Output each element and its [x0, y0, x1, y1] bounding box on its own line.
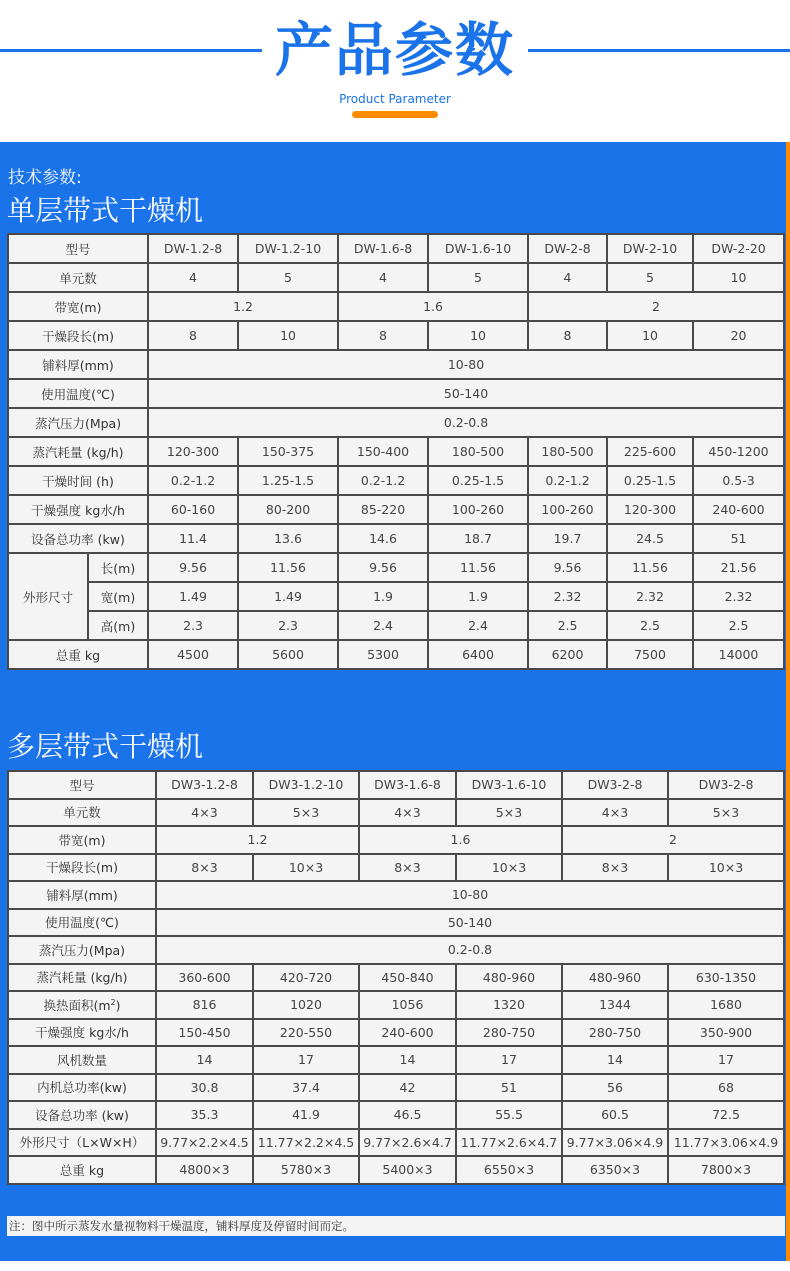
- table-cell: 14: [562, 1046, 668, 1074]
- row-label: 使用温度(℃): [8, 909, 156, 937]
- table-row: [8, 1019, 784, 1047]
- row-label: 风机数量: [8, 1046, 156, 1074]
- table-cell: 10: [693, 263, 784, 292]
- row-label: 总重 kg: [8, 640, 148, 669]
- model-cell: DW3-1.2-8: [156, 771, 253, 799]
- table-cell: 2.3: [148, 611, 238, 640]
- header-accent-bar: [352, 111, 438, 118]
- table-row: [8, 964, 784, 992]
- table-cell: 0.25-1.5: [428, 466, 528, 495]
- table-cell: 0.2-1.2: [148, 466, 238, 495]
- table-cell: 24.5: [607, 524, 693, 553]
- table-cell: 120-300: [607, 495, 693, 524]
- row-label: 铺料厚(mm): [8, 881, 156, 909]
- row-label: 内机总功率(kw): [8, 1074, 156, 1102]
- table-cell: 6550×3: [456, 1156, 562, 1184]
- table-cell: 68: [668, 1074, 784, 1102]
- table-row: [8, 771, 784, 799]
- table-cell: 180-500: [428, 437, 528, 466]
- table-cell: 10: [607, 321, 693, 350]
- table-cell: 8: [528, 321, 607, 350]
- table-cell: 1.49: [148, 582, 238, 611]
- row-label: 单元数: [8, 799, 156, 827]
- table-cell: 5: [607, 263, 693, 292]
- tech-params-label: 技术参数:: [8, 168, 82, 188]
- table-cell: 630-1350: [668, 964, 784, 992]
- area-label: 换热面积(m: [43, 997, 111, 1013]
- table-cell: 14: [359, 1046, 456, 1074]
- table-cell: 450-1200: [693, 437, 784, 466]
- table-cell: 0.2-0.8: [148, 408, 784, 437]
- table-row: [8, 1046, 784, 1074]
- table-row: [8, 466, 784, 495]
- table-cell: 21.56: [693, 553, 784, 582]
- sub-row-label: 宽(m): [88, 582, 148, 611]
- table-cell: 37.4: [253, 1074, 359, 1102]
- table-cell: 14000: [693, 640, 784, 669]
- table-cell: 240-600: [359, 1019, 456, 1047]
- table-row: [8, 640, 784, 669]
- table-cell: 2: [562, 826, 784, 854]
- table-cell: 180-500: [528, 437, 607, 466]
- table-cell: 9.77×2.6×4.7: [359, 1129, 456, 1157]
- table-cell: 360-600: [156, 964, 253, 992]
- table-cell: 480-960: [456, 964, 562, 992]
- table-cell: 13.6: [238, 524, 338, 553]
- table-cell: 2.5: [528, 611, 607, 640]
- row-label: 蒸汽耗量 (kg/h): [8, 437, 148, 466]
- table-cell: 280-750: [456, 1019, 562, 1047]
- table-cell: 1344: [562, 991, 668, 1019]
- table-cell: 2.32: [528, 582, 607, 611]
- table-cell: 20: [693, 321, 784, 350]
- table-cell: 42: [359, 1074, 456, 1102]
- row-label: 使用温度(℃): [8, 379, 148, 408]
- table-cell: 2.4: [428, 611, 528, 640]
- table-cell: 14.6: [338, 524, 428, 553]
- table-cell: 5300: [338, 640, 428, 669]
- table-cell: 2.4: [338, 611, 428, 640]
- model-cell: DW3-2-8: [562, 771, 668, 799]
- table-cell: 280-750: [562, 1019, 668, 1047]
- table-row: [8, 321, 784, 350]
- table-row: [8, 350, 784, 379]
- table-cell: 55.5: [456, 1101, 562, 1129]
- table-row: [8, 495, 784, 524]
- model-cell: DW-1.6-8: [338, 234, 428, 263]
- table-cell: 1.2: [148, 292, 338, 321]
- table-cell: 4×3: [156, 799, 253, 827]
- table-cell: 5×3: [456, 799, 562, 827]
- page-header: [0, 0, 790, 140]
- table-cell: 9.77×2.2×4.5: [156, 1129, 253, 1157]
- row-label: 干燥段长(m): [8, 854, 156, 882]
- model-cell: DW3-1.6-10: [456, 771, 562, 799]
- table-cell: 11.56: [607, 553, 693, 582]
- table-row: [8, 582, 784, 611]
- table-cell: 150-450: [156, 1019, 253, 1047]
- table-cell: 9.56: [528, 553, 607, 582]
- row-label: 干燥时间 (h): [8, 466, 148, 495]
- table-cell: 150-375: [238, 437, 338, 466]
- table-cell: 14: [156, 1046, 253, 1074]
- single-layer-spec-table: [7, 233, 785, 670]
- table-row: [8, 234, 784, 263]
- table-row: [8, 379, 784, 408]
- table-row: [8, 263, 784, 292]
- table-cell: 46.5: [359, 1101, 456, 1129]
- table-cell: 1.6: [359, 826, 562, 854]
- footnote: 注：图中所示蒸发水量视物料干燥温度，铺料厚度及停留时间而定。: [7, 1216, 785, 1236]
- table-cell: 225-600: [607, 437, 693, 466]
- model-cell: DW-1.2-10: [238, 234, 338, 263]
- table-cell: 0.25-1.5: [607, 466, 693, 495]
- table-cell: 72.5: [668, 1101, 784, 1129]
- table-cell: 1020: [253, 991, 359, 1019]
- table-cell: 420-720: [253, 964, 359, 992]
- table-cell: 1.49: [238, 582, 338, 611]
- row-label: [8, 991, 156, 1019]
- table-row: [8, 611, 784, 640]
- table-cell: 100-260: [528, 495, 607, 524]
- table-cell: 1.9: [338, 582, 428, 611]
- table-cell: 11.77×3.06×4.9: [668, 1129, 784, 1157]
- model-cell: DW-2-8: [528, 234, 607, 263]
- table-cell: 51: [456, 1074, 562, 1102]
- row-label: 带宽(m): [8, 292, 148, 321]
- table-cell: 8: [338, 321, 428, 350]
- area-superscript: 2: [110, 997, 116, 1007]
- table-cell: 2.5: [693, 611, 784, 640]
- table-row: [8, 854, 784, 882]
- table-cell: 5600: [238, 640, 338, 669]
- table-cell: 35.3: [156, 1101, 253, 1129]
- row-label: 型号: [8, 234, 148, 263]
- sub-row-label: 长(m): [88, 553, 148, 582]
- table-cell: 10×3: [456, 854, 562, 882]
- table-row: [8, 1156, 784, 1184]
- header-divider-right: [528, 49, 790, 52]
- table-cell: 6400: [428, 640, 528, 669]
- table-row: [8, 991, 784, 1019]
- table-cell: 11.56: [428, 553, 528, 582]
- table-cell: 80-200: [238, 495, 338, 524]
- table-cell: 60-160: [148, 495, 238, 524]
- table-row: [8, 881, 784, 909]
- table-cell: 11.77×2.6×4.7: [456, 1129, 562, 1157]
- table-cell: 8×3: [562, 854, 668, 882]
- model-cell: DW-1.6-10: [428, 234, 528, 263]
- table-cell: 0.5-3: [693, 466, 784, 495]
- row-label: 单元数: [8, 263, 148, 292]
- table-cell: 8×3: [359, 854, 456, 882]
- table-cell: 9.77×3.06×4.9: [562, 1129, 668, 1157]
- model-cell: DW3-1.6-8: [359, 771, 456, 799]
- multi-layer-spec-table: [7, 770, 785, 1185]
- table-row: [8, 936, 784, 964]
- table-cell: 4×3: [562, 799, 668, 827]
- table-cell: 30.8: [156, 1074, 253, 1102]
- area-label-close: ): [115, 997, 121, 1013]
- row-label: 蒸汽压力(Mpa): [8, 408, 148, 437]
- table-cell: 56: [562, 1074, 668, 1102]
- table-row: [8, 437, 784, 466]
- table-cell: 10×3: [253, 854, 359, 882]
- table-cell: 2.3: [238, 611, 338, 640]
- table-cell: 17: [668, 1046, 784, 1074]
- model-cell: DW-2-20: [693, 234, 784, 263]
- table-cell: 2: [528, 292, 784, 321]
- table-cell: 11.4: [148, 524, 238, 553]
- table-cell: 0.2-1.2: [338, 466, 428, 495]
- table-cell: 5×3: [668, 799, 784, 827]
- table-cell: 6200: [528, 640, 607, 669]
- table-cell: 6350×3: [562, 1156, 668, 1184]
- header-divider-left: [0, 49, 262, 52]
- table-row: [8, 826, 784, 854]
- table-cell: 2.5: [607, 611, 693, 640]
- table-cell: 41.9: [253, 1101, 359, 1129]
- row-label: 设备总功率 (kw): [8, 524, 148, 553]
- row-label: 蒸汽压力(Mpa): [8, 936, 156, 964]
- table-cell: 4: [338, 263, 428, 292]
- table-cell: 7800×3: [668, 1156, 784, 1184]
- model-cell: DW3-1.2-10: [253, 771, 359, 799]
- table-cell: 1680: [668, 991, 784, 1019]
- table-cell: 5780×3: [253, 1156, 359, 1184]
- table-cell: 18.7: [428, 524, 528, 553]
- row-label: 铺料厚(mm): [8, 350, 148, 379]
- sub-row-label: 高(m): [88, 611, 148, 640]
- table-cell: 85-220: [338, 495, 428, 524]
- row-label: 干燥强度 kg水/h: [8, 1019, 156, 1047]
- row-label: 蒸汽耗量 (kg/h): [8, 964, 156, 992]
- table-cell: 816: [156, 991, 253, 1019]
- table-cell: 10-80: [148, 350, 784, 379]
- row-label: 总重 kg: [8, 1156, 156, 1184]
- page-subtitle: Product Parameter: [339, 92, 451, 106]
- table-cell: 4800×3: [156, 1156, 253, 1184]
- page-title: 产品参数: [274, 16, 515, 84]
- table-cell: 5: [238, 263, 338, 292]
- table-cell: 2.32: [607, 582, 693, 611]
- table-cell: 10-80: [156, 881, 784, 909]
- table-cell: 240-600: [693, 495, 784, 524]
- table-cell: 1.6: [338, 292, 528, 321]
- table-cell: 10: [238, 321, 338, 350]
- table-cell: 8: [148, 321, 238, 350]
- single-layer-title: 单层带式干燥机: [7, 194, 204, 227]
- model-cell: DW-2-10: [607, 234, 693, 263]
- table-row: [8, 1129, 784, 1157]
- table-cell: 220-550: [253, 1019, 359, 1047]
- table-cell: 4500: [148, 640, 238, 669]
- multi-layer-title: 多层带式干燥机: [7, 730, 204, 763]
- table-cell: 0.2-1.2: [528, 466, 607, 495]
- table-cell: 1.2: [156, 826, 359, 854]
- table-cell: 2.32: [693, 582, 784, 611]
- table-cell: 50-140: [148, 379, 784, 408]
- table-cell: 480-960: [562, 964, 668, 992]
- model-cell: DW-1.2-8: [148, 234, 238, 263]
- row-label: 带宽(m): [8, 826, 156, 854]
- table-cell: 11.77×2.2×4.5: [253, 1129, 359, 1157]
- row-label: 外形尺寸: [8, 553, 88, 640]
- table-cell: 150-400: [338, 437, 428, 466]
- row-label: 干燥强度 kg水/h: [8, 495, 148, 524]
- table-cell: 19.7: [528, 524, 607, 553]
- table-cell: 7500: [607, 640, 693, 669]
- table-cell: 350-900: [668, 1019, 784, 1047]
- table-cell: 5×3: [253, 799, 359, 827]
- table-row: [8, 524, 784, 553]
- table-cell: 1.25-1.5: [238, 466, 338, 495]
- table-cell: 4: [148, 263, 238, 292]
- table-cell: 11.56: [238, 553, 338, 582]
- table-row: [8, 1074, 784, 1102]
- table-cell: 5400×3: [359, 1156, 456, 1184]
- table-cell: 10: [428, 321, 528, 350]
- table-cell: 100-260: [428, 495, 528, 524]
- row-label: 干燥段长(m): [8, 321, 148, 350]
- table-row: [8, 292, 784, 321]
- table-row: [8, 553, 784, 582]
- model-cell: DW3-2-8: [668, 771, 784, 799]
- table-cell: 1056: [359, 991, 456, 1019]
- table-row: [8, 799, 784, 827]
- table-cell: 10×3: [668, 854, 784, 882]
- table-cell: 0.2-0.8: [156, 936, 784, 964]
- table-cell: 50-140: [156, 909, 784, 937]
- table-cell: 1320: [456, 991, 562, 1019]
- table-row: [8, 408, 784, 437]
- table-cell: 120-300: [148, 437, 238, 466]
- table-cell: 17: [253, 1046, 359, 1074]
- table-cell: 51: [693, 524, 784, 553]
- table-cell: 450-840: [359, 964, 456, 992]
- table-cell: 17: [456, 1046, 562, 1074]
- table-cell: 9.56: [148, 553, 238, 582]
- row-label: 型号: [8, 771, 156, 799]
- table-row: [8, 909, 784, 937]
- table-row: [8, 1101, 784, 1129]
- row-label: 外形尺寸（L×W×H）: [8, 1129, 156, 1157]
- table-cell: 8×3: [156, 854, 253, 882]
- table-cell: 60.5: [562, 1101, 668, 1129]
- table-cell: 4: [528, 263, 607, 292]
- table-cell: 1.9: [428, 582, 528, 611]
- table-cell: 5: [428, 263, 528, 292]
- table-cell: 4×3: [359, 799, 456, 827]
- row-label: 设备总功率 (kw): [8, 1101, 156, 1129]
- table-cell: 9.56: [338, 553, 428, 582]
